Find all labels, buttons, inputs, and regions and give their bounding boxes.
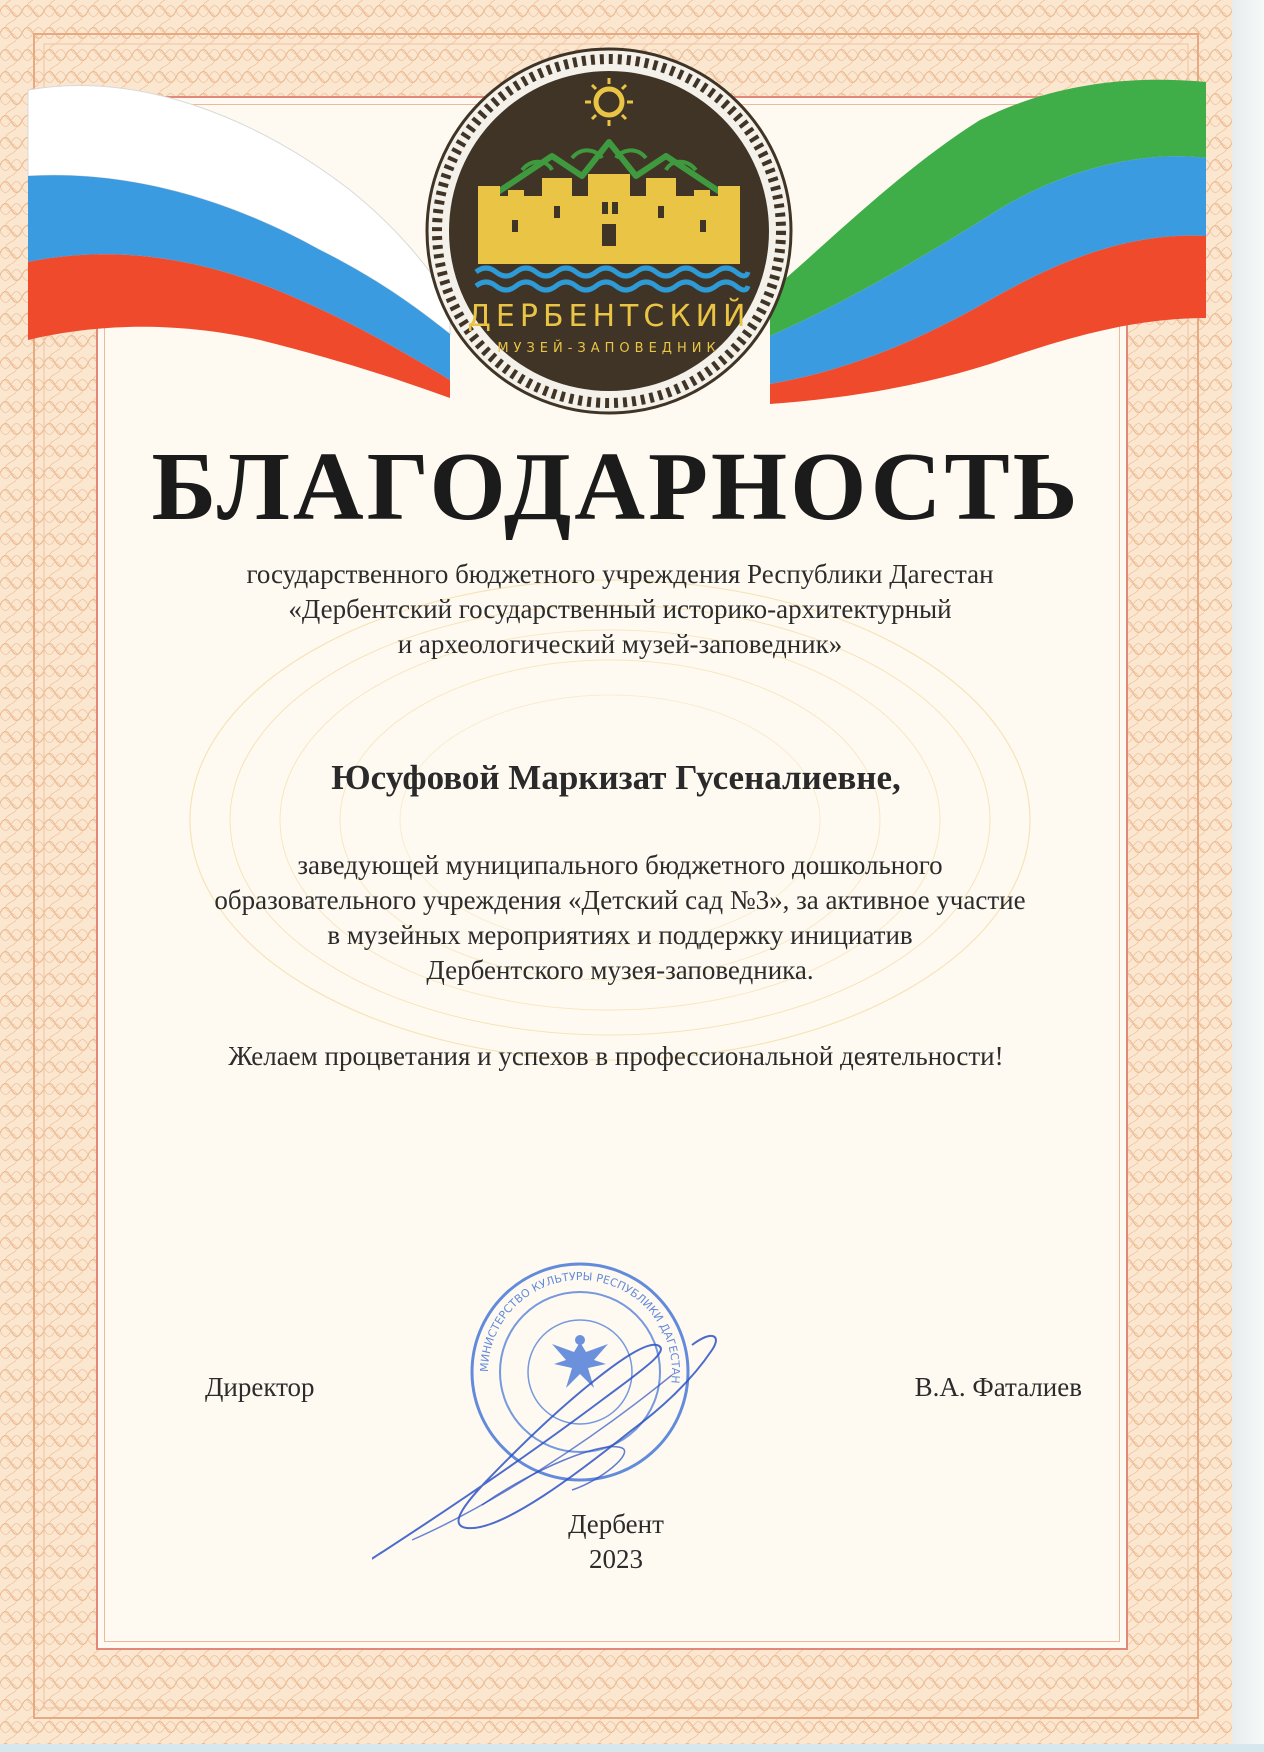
reason-line: в музейных мероприятиях и поддержку инициатив	[327, 920, 913, 950]
scan-bottom-strip	[0, 1744, 1264, 1752]
year: 2023	[589, 1544, 643, 1574]
emblem-subtitle: МУЗЕЙ-ЗАПОВЕДНИК	[497, 341, 721, 356]
reason-line: заведующей муниципального бюджетного дошкольного	[297, 850, 943, 880]
scan-margin	[1232, 0, 1264, 1752]
wishes-text: Желаем процветания и успехов в профессиональной деятельности!	[228, 1041, 1004, 1071]
recipient-name: Юсуфовой Маркизат Гусеналиевне,	[331, 758, 901, 797]
signatory-role: Директор	[205, 1372, 315, 1402]
museum-emblem	[412, 46, 806, 416]
award-reason	[180, 848, 1060, 988]
issuer-line: и археологический музей-заповедник»	[397, 629, 843, 659]
place-and-date	[0, 1507, 1232, 1577]
signatory-name: В.А. Фаталиев	[914, 1372, 1082, 1402]
place: Дербент	[568, 1509, 664, 1539]
certificate-title: БЛАГОДАРНОСТЬ	[151, 433, 1081, 541]
emblem-title: ДЕРБЕНТСКИЙ	[467, 299, 751, 334]
reason-line: Дербентского музея-заповедника.	[426, 955, 814, 985]
issuer-line: государственного бюджетного учреждения Республики Дагестан	[246, 559, 994, 589]
reason-line: образовательного учреждения «Детский сад №3», за активное участие	[214, 885, 1026, 915]
seal-text: МИНИСТЕРСТВО КУЛЬТУРЫ РЕСПУБЛИКИ ДАГЕСТАН	[477, 1269, 683, 1385]
issuer-organization	[180, 557, 1060, 662]
issuer-line: «Дербентский государственный историко-архитектурный	[288, 594, 952, 624]
